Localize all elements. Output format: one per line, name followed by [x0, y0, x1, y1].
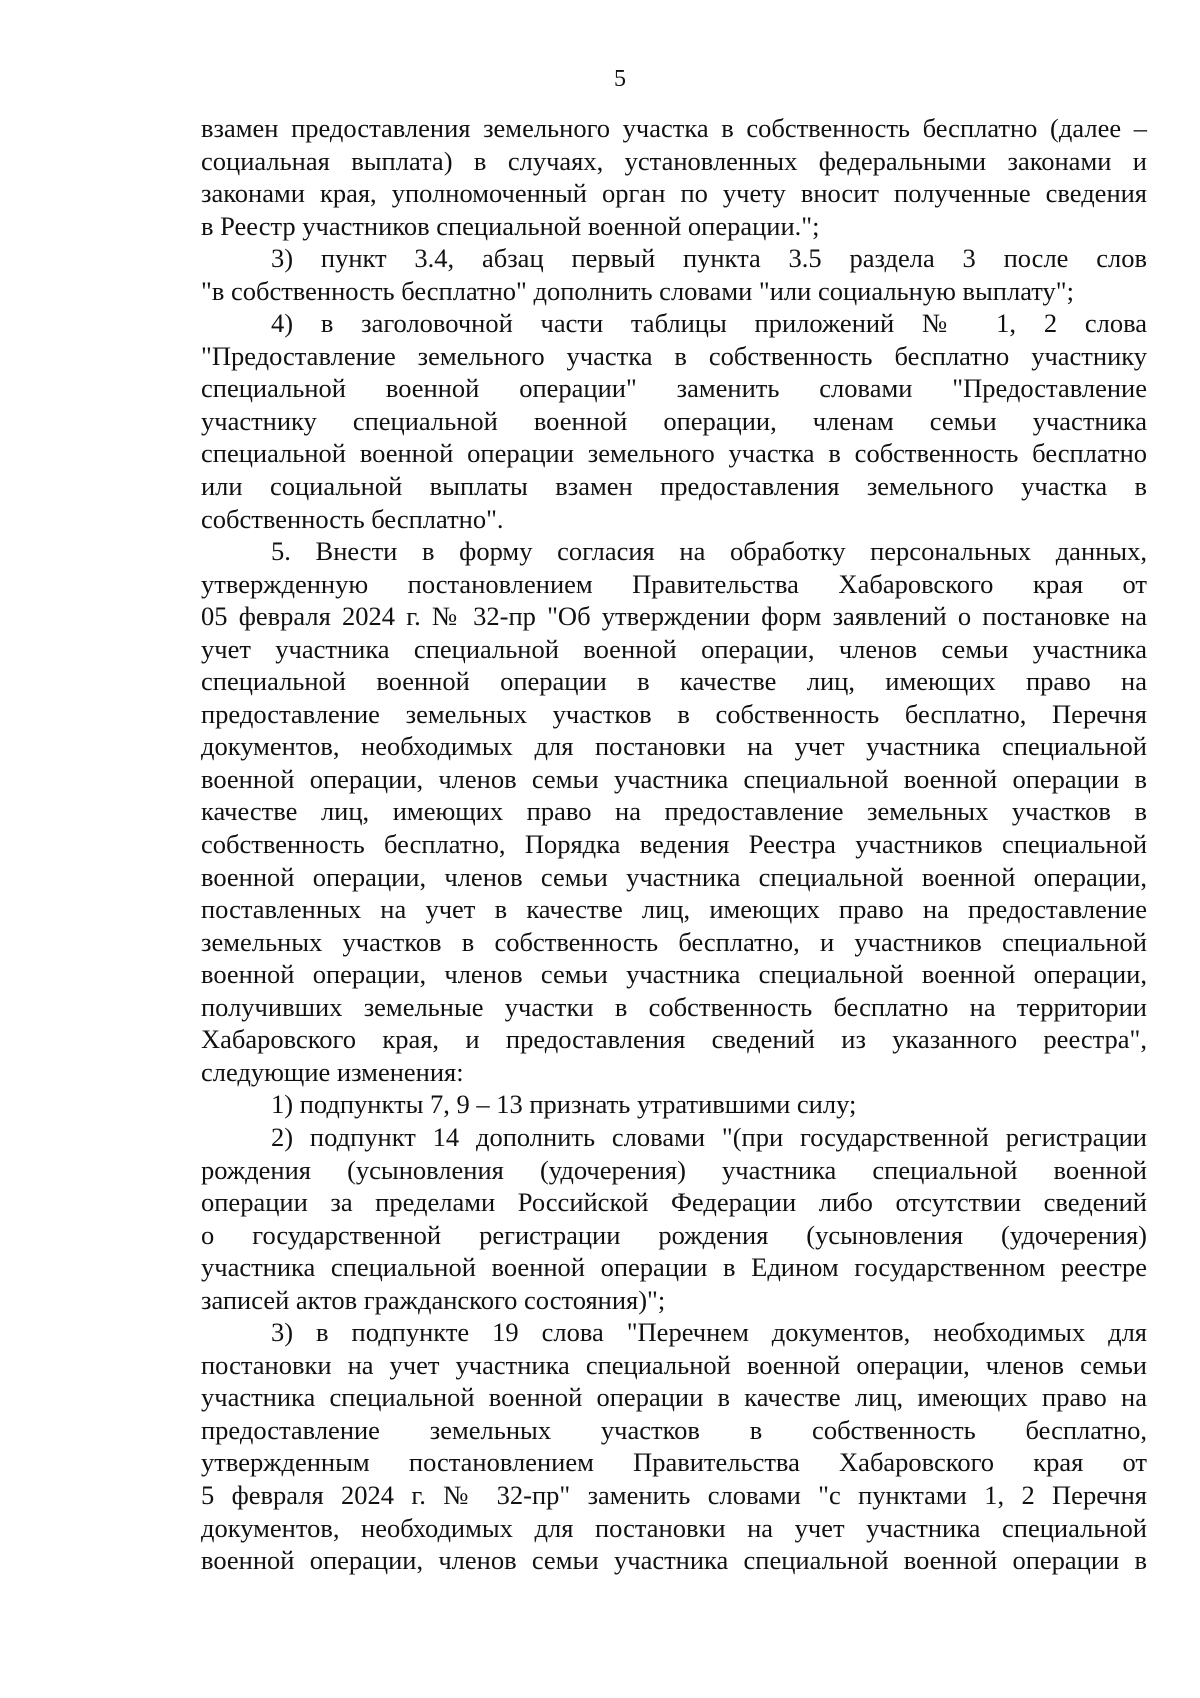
text-line: 1) подпункты 7, 9 – 13 признать утратившими силу;: [271, 1089, 857, 1120]
text-line: "в собственность бесплатно" дополнить словами "или социальную выплату";: [201, 275, 1074, 306]
text-line: получивших земельные участки в собственность бесплатно на территории: [201, 991, 1147, 1022]
text-line: 2) подпункт 14 дополнить словами "(при государственной регистрации: [271, 1121, 1147, 1152]
text-line: 5 февраля 2024 г. № 32-пр" заменить словами "с пунктами 1, 2 Перечня: [201, 1479, 1147, 1510]
text-line: 3) в подпункте 19 слова "Перечнем документов, необходимых для: [271, 1317, 1147, 1348]
text-line: собственность бесплатно".: [201, 503, 504, 534]
text-line: предоставление земельных участков в собственность бесплатно,: [201, 1414, 1147, 1445]
text-line: документов, необходимых для постановки на учет участника специальной: [201, 1512, 1147, 1543]
text-line: законами края, уполномоченный орган по учету вносит полученные сведения: [201, 178, 1147, 209]
text-line: 4) в заголовочной части таблицы приложений № 1, 2 слова: [271, 308, 1147, 339]
page-number: 5: [614, 66, 626, 92]
text-line: собственность бесплатно, Порядка ведения Реестра участников специальной: [201, 829, 1147, 860]
text-line: утвержденным постановлением Правительства Хабаровского края от: [201, 1447, 1147, 1478]
text-line: постановки на учет участника специальной военной операции, членов семьи: [201, 1349, 1147, 1380]
text-line: взамен предоставления земельного участка в собственность бесплатно (далее –: [201, 113, 1147, 143]
text-line: специальной военной операции земельного участка в собственность бесплатно: [201, 438, 1147, 469]
text-line: в Реестр участников специальной военной операции.";: [201, 210, 820, 241]
text-line: военной операции, членов семьи участника специальной военной операции,: [201, 861, 1147, 892]
text-line: социальная выплата) в случаях, установленных федеральными законами и: [201, 145, 1147, 176]
document-body: [201, 112, 1147, 1577]
text-line: следующие изменения:: [201, 1056, 464, 1087]
text-line: "Предоставление земельного участка в собственность бесплатно участнику: [201, 340, 1147, 371]
text-line: о государственной регистрации рождения (усыновления (удочерения): [201, 1219, 1147, 1250]
text-line: военной операции, членов семьи участника специальной военной операции,: [201, 959, 1147, 990]
text-line: документов, необходимых для постановки на учет участника специальной: [201, 731, 1147, 762]
text-line: рождения (усыновления (удочерения) участника специальной военной: [201, 1154, 1147, 1185]
text-line: земельных участков в собственность бесплатно, и участников специальной: [201, 926, 1147, 957]
text-line: Хабаровского края, и предоставления сведений из указанного реестра",: [201, 1024, 1147, 1055]
text-line: поставленных на учет в качестве лиц, имеющих право на предоставление: [201, 894, 1147, 925]
text-line: или социальной выплаты взамен предоставления земельного участка в: [201, 471, 1147, 502]
text-line: операции за пределами Российской Федерации либо отсутствии сведений: [201, 1187, 1147, 1218]
text-line: записей актов гражданского состояния)";: [201, 1284, 666, 1315]
text-line: 5. Внести в форму согласия на обработку персональных данных,: [271, 536, 1147, 567]
text-line: учет участника специальной военной операции, членов семьи участника: [201, 633, 1147, 664]
text-line: военной операции, членов семьи участника специальной военной операции в: [201, 1545, 1147, 1576]
text-line: участника специальной военной операции в качестве лиц, имеющих право на: [201, 1382, 1147, 1413]
text-line: качестве лиц, имеющих право на предоставление земельных участков в: [201, 796, 1147, 827]
text-line: предоставление земельных участков в собственность бесплатно, Перечня: [201, 698, 1147, 729]
text-line: специальной военной операции в качестве лиц, имеющих право на: [201, 666, 1147, 697]
text-line: 05 февраля 2024 г. № 32-пр "Об утверждении форм заявлений о постановке на: [201, 601, 1147, 632]
text-line: участника специальной военной операции в Едином государственном реестре: [201, 1252, 1147, 1283]
text-line: 3) пункт 3.4, абзац первый пункта 3.5 раздела 3 после слов: [271, 243, 1147, 274]
text-line: специальной военной операции" заменить словами "Предоставление: [201, 373, 1147, 404]
text-line: участнику специальной военной операции, членам семьи участника: [201, 405, 1147, 436]
text-line: утвержденную постановлением Правительства Хабаровского края от: [201, 568, 1147, 599]
text-line: военной операции, членов семьи участника специальной военной операции в: [201, 763, 1147, 794]
